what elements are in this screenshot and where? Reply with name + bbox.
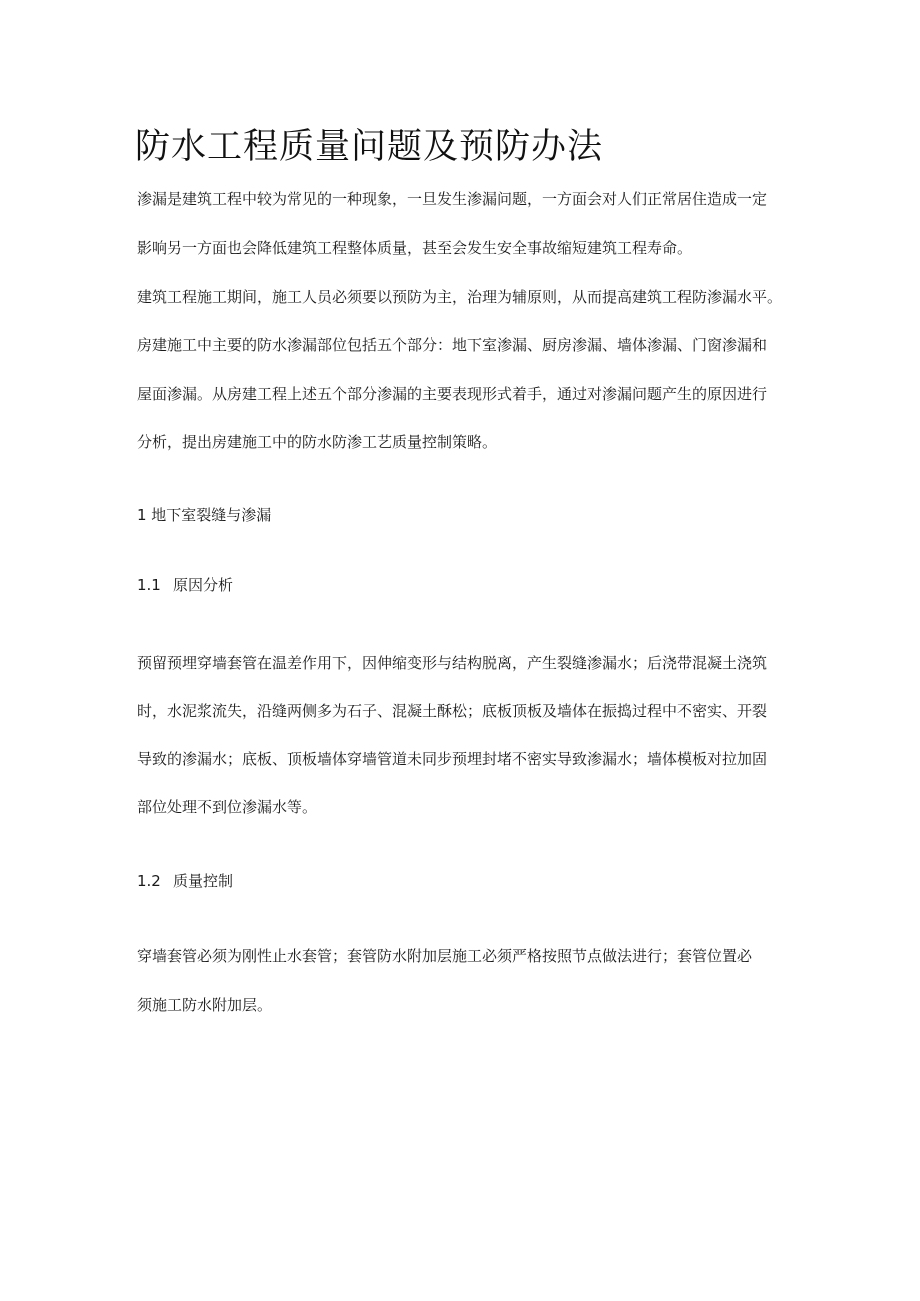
sub2-line-2: 须施工防水附加层。 bbox=[137, 996, 273, 1014]
subsection-title: 原因分析 bbox=[173, 576, 234, 594]
sub2-line-1: 穿墙套管必须为刚性止水套管；套管防水附加层施工必须严格按照节点做法进行；套管位置必 bbox=[137, 947, 753, 965]
intro-p1-line-2: 影响另一方面也会降低建筑工程整体质量，甚至会发生安全事故缩短建筑工程寿命。 bbox=[137, 239, 693, 257]
intro-p1-line-1: 渗漏是建筑工程中较为常见的一种现象，一旦发生渗漏问题，一方面会对人们正常居住造成一定 bbox=[137, 190, 768, 208]
sub1-line-1: 预留预埋穿墙套管在温差作用下，因伸缩变形与结构脱离，产生裂缝渗漏水；后浇带混凝土浇筑 bbox=[137, 654, 768, 672]
subsection-heading-1-1 bbox=[137, 574, 233, 596]
intro-p3-line-1: 房建施工中主要的防水渗漏部位包括五个部分：地下室渗漏、厨房渗漏、墙体渗漏、门窗渗漏和 bbox=[137, 336, 768, 354]
section-heading: 1 地下室裂缝与渗漏 bbox=[137, 506, 272, 524]
intro-p2-line-1: 建筑工程施工期间，施工人员必须要以预防为主，治理为辅原则，从而提高建筑工程防渗漏水平。 bbox=[137, 288, 783, 306]
subsection-title: 质量控制 bbox=[173, 872, 234, 890]
document-title: 防水工程质量问题及预防办法 bbox=[135, 127, 604, 167]
sub1-line-3: 导致的渗漏水；底板、顶板墙体穿墙管道未同步预埋封堵不密实导致渗漏水；墙体模板对拉加固 bbox=[137, 750, 768, 768]
subsection-number: 1.2 bbox=[137, 872, 161, 890]
subsection-number: 1.1 bbox=[137, 576, 161, 594]
intro-p3-line-2: 屋面渗漏。从房建工程上述五个部分渗漏的主要表现形式着手，通过对渗漏问题产生的原因进行 bbox=[137, 385, 768, 403]
sub1-line-2: 时，水泥浆流失，沿缝两侧多为石子、混凝土酥松；底板顶板及墙体在振捣过程中不密实、开裂 bbox=[137, 702, 768, 720]
sub1-line-4: 部位处理不到位渗漏水等。 bbox=[137, 798, 318, 816]
intro-p3-line-3: 分析，提出房建施工中的防水防渗工艺质量控制策略。 bbox=[137, 433, 498, 451]
subsection-heading-1-2 bbox=[137, 870, 233, 892]
